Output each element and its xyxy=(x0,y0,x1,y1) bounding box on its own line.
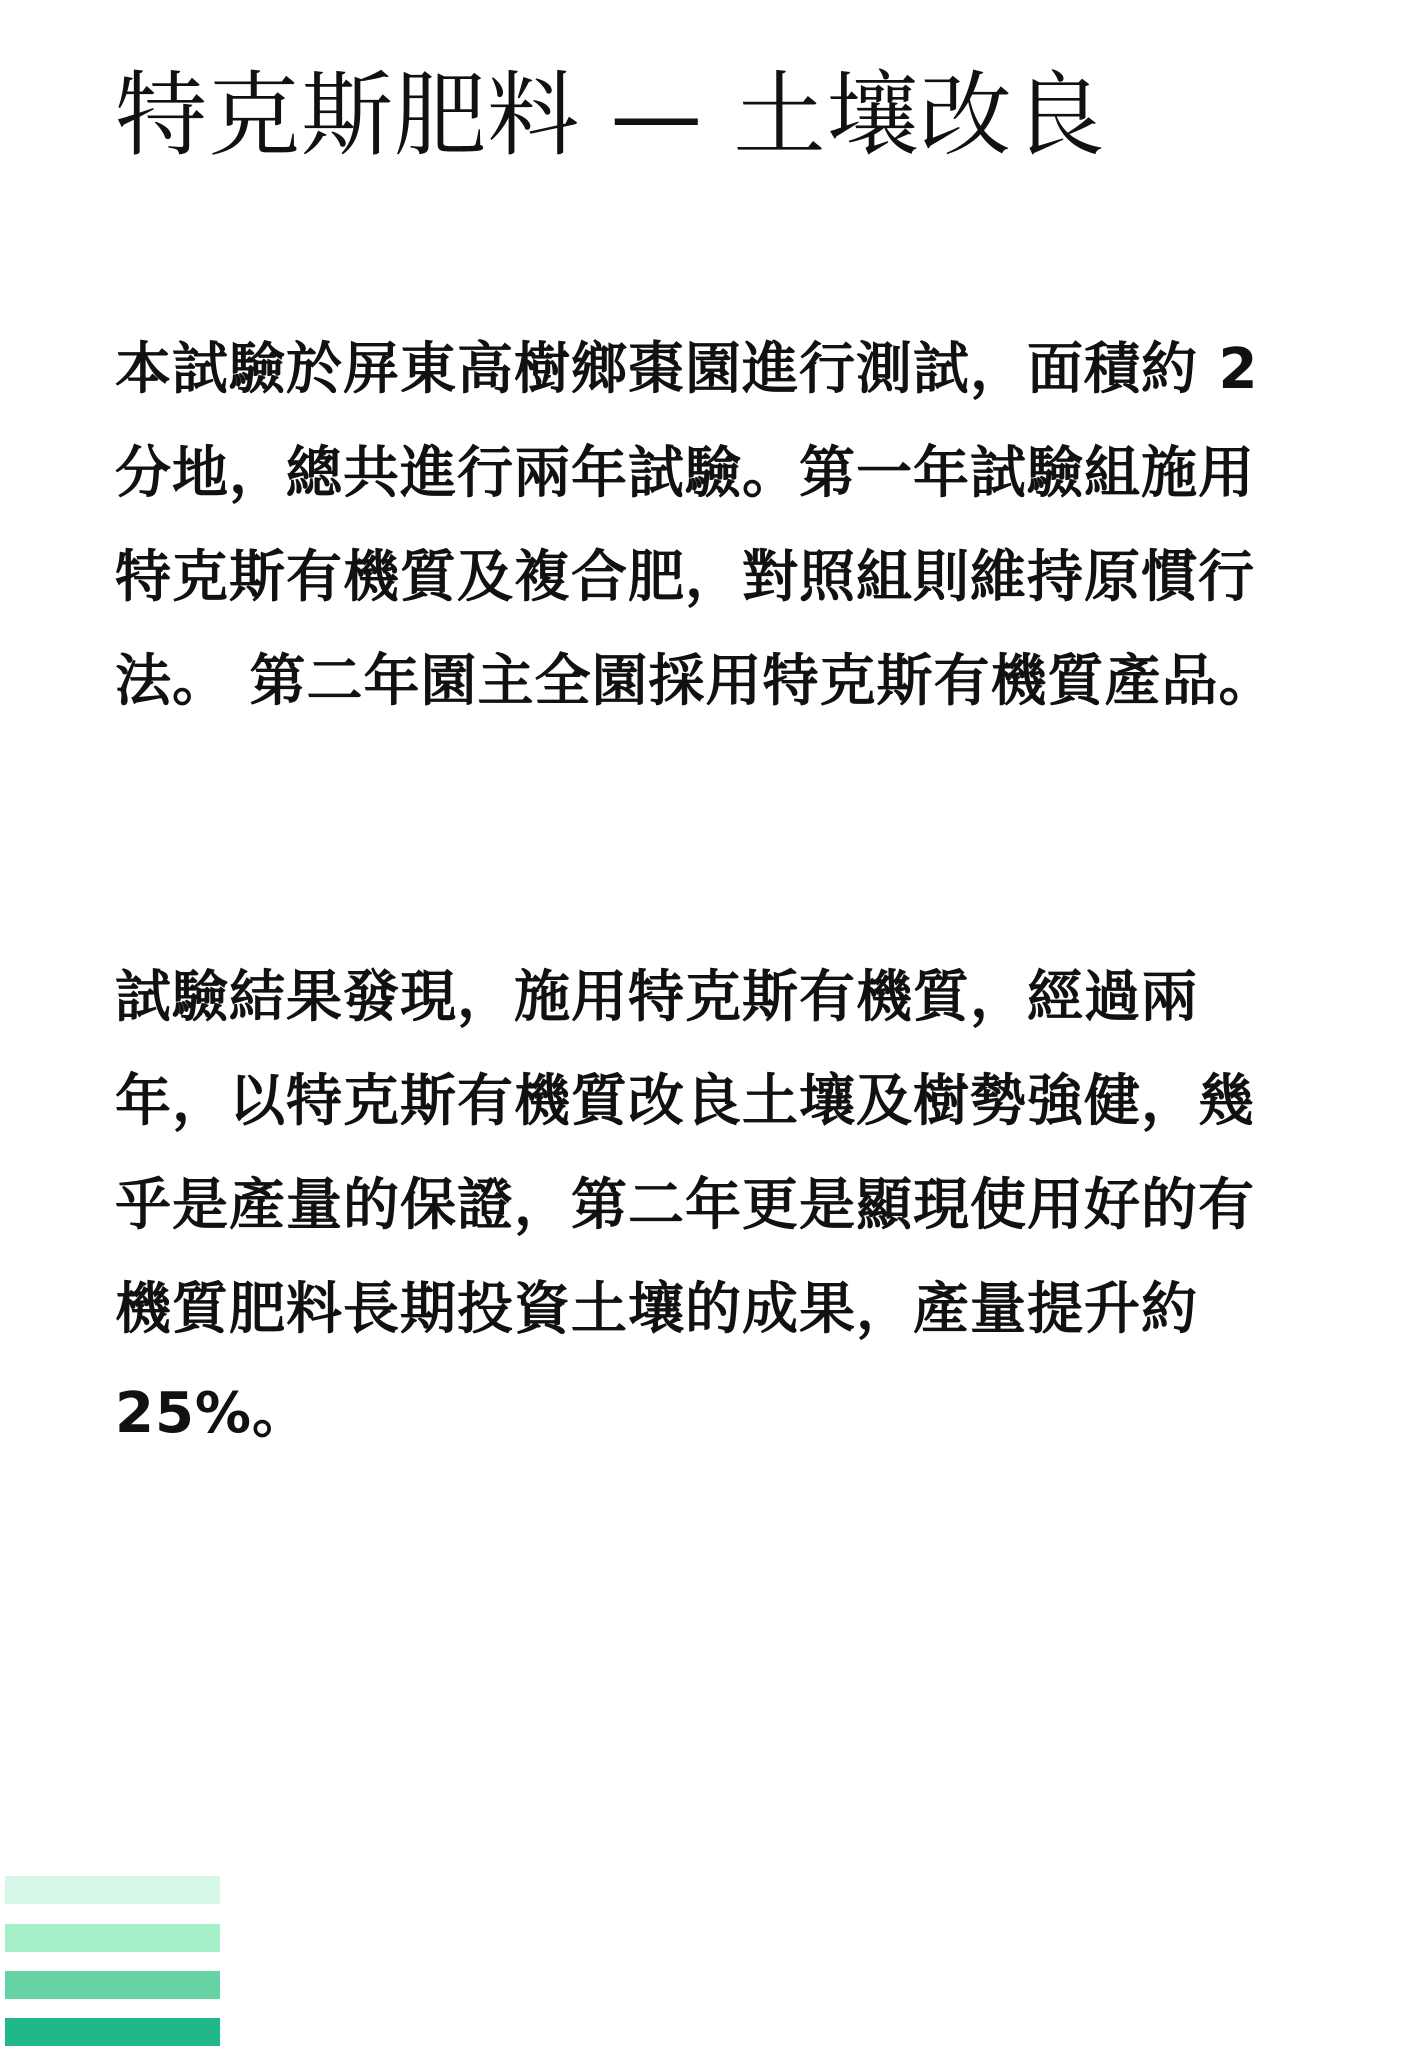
stripe-3 xyxy=(5,1971,220,1999)
paragraph-trial-description: 本試驗於屏東高樹鄉棗園進行測試，面積約 2 分地，總共進行兩年試驗。第一年試驗組施用特克斯有機質及複合肥，對照組則維持原慣行法。 第二年園主全園採用特克斯有機質產品。 xyxy=(115,337,1276,714)
paragraph-trial-results: 試驗結果發現，施用特克斯有機質，經過兩年，以特克斯有機質改良土壤及樹勢強健，幾乎是產量的保證，第二年更是顯現使用好的有機質肥料長期投資土壤的成果，產量提升約 25%。 xyxy=(115,965,1255,1446)
stripe-2 xyxy=(5,1924,220,1952)
stripe-4 xyxy=(5,2018,220,2046)
page-title: 特克斯肥料 — 土壤改良 xyxy=(115,62,1106,169)
stripe-1 xyxy=(5,1876,220,1904)
